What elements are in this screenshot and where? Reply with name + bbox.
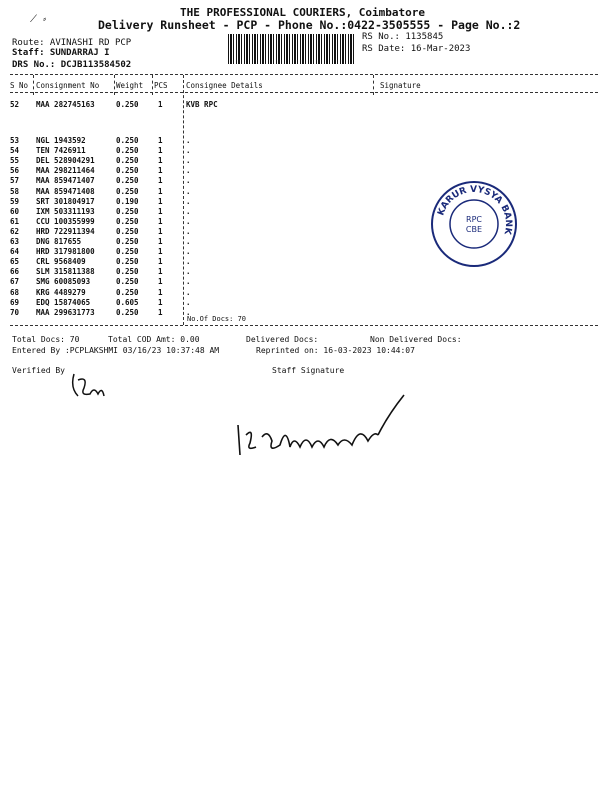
col-divider bbox=[114, 75, 115, 95]
row-weight: 0.250 bbox=[116, 206, 139, 216]
drs-number: DRS No.: DCJB113584502 bbox=[12, 60, 132, 70]
row-weight: 0.190 bbox=[116, 196, 139, 206]
row-consignment: TEN 7426911 bbox=[36, 146, 86, 156]
table-row bbox=[10, 247, 380, 257]
row-consignment: HRD 317981800 bbox=[36, 247, 95, 257]
table-row bbox=[10, 257, 380, 267]
row-consignment: SRT 301804917 bbox=[36, 196, 95, 206]
table-row bbox=[10, 237, 380, 247]
row-pcs: 1 bbox=[158, 100, 163, 109]
row-pcs: 1 bbox=[158, 176, 163, 186]
table-row bbox=[10, 197, 380, 207]
row-weight: 0.250 bbox=[116, 237, 139, 246]
row-consignment: MAA 859471408 bbox=[36, 186, 95, 196]
row-weight: 0.250 bbox=[116, 307, 139, 317]
row-pcs: 1 bbox=[158, 156, 163, 166]
entered-by bbox=[12, 346, 415, 355]
row-weight: 0.250 bbox=[116, 287, 139, 297]
table-row bbox=[10, 277, 380, 287]
corner-mark: ⟋ ⸗ bbox=[30, 14, 47, 25]
row-pcs: 1 bbox=[158, 237, 163, 246]
col-header-consignment: Consignment No bbox=[36, 81, 100, 90]
row-details: . bbox=[186, 206, 191, 216]
row-consignment: SLM 315811388 bbox=[36, 267, 95, 277]
row-weight: 0.250 bbox=[116, 247, 139, 257]
reprinted-on: Reprinted on: 16-03-2023 10:44:07 bbox=[256, 346, 415, 355]
row-sno: 56 bbox=[10, 166, 20, 176]
row-sno: 68 bbox=[10, 287, 20, 297]
row-pcs: 1 bbox=[158, 226, 163, 236]
table-row bbox=[10, 227, 380, 237]
non-delivered-docs: Non Delivered Docs: bbox=[370, 335, 462, 344]
row-pcs: 1 bbox=[158, 277, 163, 287]
rs-number: RS No.: 1135845 bbox=[362, 32, 444, 42]
row-sno: 70 bbox=[10, 307, 20, 317]
row-consignment: NGL 1943592 bbox=[36, 136, 86, 145]
row-details: . bbox=[186, 176, 191, 186]
table-row bbox=[10, 176, 380, 186]
table-row bbox=[10, 207, 380, 217]
row-sno: 59 bbox=[10, 196, 20, 206]
row-details: . bbox=[186, 257, 191, 267]
table-row bbox=[10, 146, 380, 156]
row-consignment: DEL 528904291 bbox=[36, 156, 95, 166]
row-details: . bbox=[186, 156, 191, 166]
row-pcs: 1 bbox=[158, 186, 163, 196]
row-sno: 58 bbox=[10, 186, 20, 196]
table-bottom-rule bbox=[10, 325, 598, 326]
row-consignment: CRL 9568409 bbox=[36, 257, 86, 267]
row-consignment: SMG 60085093 bbox=[36, 277, 91, 287]
row-sno: 65 bbox=[10, 257, 20, 267]
row-weight: 0.250 bbox=[116, 226, 139, 236]
table-row bbox=[10, 267, 380, 277]
row-sno: 61 bbox=[10, 216, 20, 226]
row-pcs: 1 bbox=[158, 267, 163, 277]
row-sno: 69 bbox=[10, 297, 20, 307]
row-sno: 55 bbox=[10, 156, 20, 166]
row-consignment: MAA 299631773 bbox=[36, 307, 95, 317]
row-pcs: 1 bbox=[158, 206, 163, 216]
row-details: . bbox=[186, 297, 191, 307]
row-sno: 66 bbox=[10, 267, 20, 277]
table-header-rule bbox=[10, 92, 598, 93]
col-divider bbox=[373, 75, 374, 95]
staff-label: Staff: SUNDARRAJ I bbox=[12, 48, 110, 58]
row-weight: 0.250 bbox=[116, 257, 139, 267]
company-title: THE PROFESSIONAL COURIERS, Coimbatore bbox=[180, 6, 426, 19]
col-header-pcs: PCS bbox=[154, 81, 168, 90]
row-details: . bbox=[186, 237, 191, 246]
runsheet-subtitle: Delivery Runsheet - PCP - Phone No.:0422-3505555 - Page No.:2 bbox=[98, 18, 521, 32]
staff-signature-label: Staff Signature bbox=[272, 366, 345, 375]
table-row bbox=[10, 136, 380, 146]
row-sno: 63 bbox=[10, 237, 20, 246]
col-divider bbox=[152, 75, 153, 95]
svg-text:RPC: RPC bbox=[466, 215, 482, 224]
row-details: . bbox=[186, 146, 191, 156]
row-pcs: 1 bbox=[158, 257, 163, 267]
row-pcs: 1 bbox=[158, 196, 163, 206]
row-sno: 60 bbox=[10, 206, 20, 216]
row-sno: 67 bbox=[10, 277, 20, 287]
row-weight: 0.250 bbox=[116, 156, 139, 166]
table-row bbox=[10, 298, 380, 308]
table-row bbox=[10, 187, 380, 197]
table-row bbox=[10, 166, 380, 176]
row-details: . bbox=[186, 307, 191, 317]
row-sno: 64 bbox=[10, 247, 20, 257]
row-consignment: EDQ 15874065 bbox=[36, 297, 91, 307]
col-header-signature: Signature bbox=[380, 81, 421, 90]
row-consignment: MAA 298211464 bbox=[36, 166, 95, 176]
row-consignment: IXM 503311193 bbox=[36, 206, 95, 216]
row-weight: 0.250 bbox=[116, 277, 139, 287]
row-weight: 0.250 bbox=[116, 166, 139, 176]
row-sno: 54 bbox=[10, 146, 20, 156]
row-consignment: KRG 4489279 bbox=[36, 287, 86, 297]
no-of-docs: No.Of Docs: 70 bbox=[187, 315, 247, 323]
barcode bbox=[228, 34, 356, 64]
row-consignment: MAA 859471407 bbox=[36, 176, 95, 186]
col-header-sno: S No bbox=[10, 81, 29, 90]
row-weight: 0.250 bbox=[116, 176, 139, 186]
row-details: KVB RPC bbox=[186, 100, 218, 109]
svg-text:CBE: CBE bbox=[465, 225, 483, 234]
row-sno: 52 bbox=[10, 100, 20, 109]
row-pcs: 1 bbox=[158, 247, 163, 257]
row-weight: 0.250 bbox=[116, 267, 139, 277]
row-sno: 53 bbox=[10, 136, 20, 145]
verified-by-label: Verified By bbox=[12, 366, 65, 375]
row-pcs: 1 bbox=[158, 166, 163, 176]
col-divider bbox=[33, 75, 34, 95]
row-pcs: 1 bbox=[158, 136, 163, 145]
row-weight: 0.250 bbox=[116, 186, 139, 196]
row-weight: 0.250 bbox=[116, 216, 139, 226]
col-header-weight: Weight bbox=[116, 81, 144, 90]
row-consignment: HRD 722911394 bbox=[36, 226, 95, 236]
row-pcs: 1 bbox=[158, 297, 163, 307]
entered-by-text: Entered By :PCPLAKSHMI 03/16/23 10:37:48 AM bbox=[12, 346, 220, 355]
row-details: . bbox=[186, 186, 191, 196]
row-pcs: 1 bbox=[158, 146, 163, 156]
table-row bbox=[10, 217, 380, 227]
delivered-docs: Delivered Docs: bbox=[246, 335, 319, 344]
row-weight: 0.605 bbox=[116, 297, 139, 307]
table-row bbox=[10, 100, 380, 110]
bank-stamp bbox=[430, 180, 518, 268]
row-consignment: CCU 100355999 bbox=[36, 216, 95, 226]
table-row bbox=[10, 288, 380, 298]
row-sno: 62 bbox=[10, 226, 20, 236]
row-details: . bbox=[186, 277, 191, 287]
row-details: . bbox=[186, 196, 191, 206]
row-details: . bbox=[186, 267, 191, 277]
table-row bbox=[10, 156, 380, 166]
row-weight: 0.250 bbox=[116, 136, 139, 145]
row-consignment: MAA 282745163 bbox=[36, 100, 95, 109]
total-docs: Total Docs: 70 bbox=[12, 335, 80, 344]
table-top-rule bbox=[10, 74, 598, 75]
route-label: Route: AVINASHI RD PCP bbox=[12, 38, 132, 48]
row-pcs: 1 bbox=[158, 307, 163, 317]
row-details: . bbox=[186, 247, 191, 257]
staff-signature bbox=[228, 385, 408, 465]
row-details: . bbox=[186, 216, 191, 226]
row-details: . bbox=[186, 287, 191, 297]
row-weight: 0.250 bbox=[116, 146, 139, 156]
row-sno: 57 bbox=[10, 176, 20, 186]
total-cod: Total COD Amt: 0.00 bbox=[108, 335, 200, 344]
row-details: . bbox=[186, 136, 191, 145]
row-details: . bbox=[186, 166, 191, 176]
verifier-signature bbox=[60, 368, 120, 408]
row-pcs: 1 bbox=[158, 216, 163, 226]
row-pcs: 1 bbox=[158, 287, 163, 297]
rs-date: RS Date: 16-Mar-2023 bbox=[362, 44, 471, 54]
row-details: . bbox=[186, 226, 191, 236]
row-weight: 0.250 bbox=[116, 100, 139, 109]
row-consignment: DNG 817655 bbox=[36, 237, 82, 246]
col-header-details: Consignee Details bbox=[186, 81, 263, 90]
svg-text:KARUR VYSYA BANK: KARUR VYSYA BANK bbox=[436, 184, 514, 236]
